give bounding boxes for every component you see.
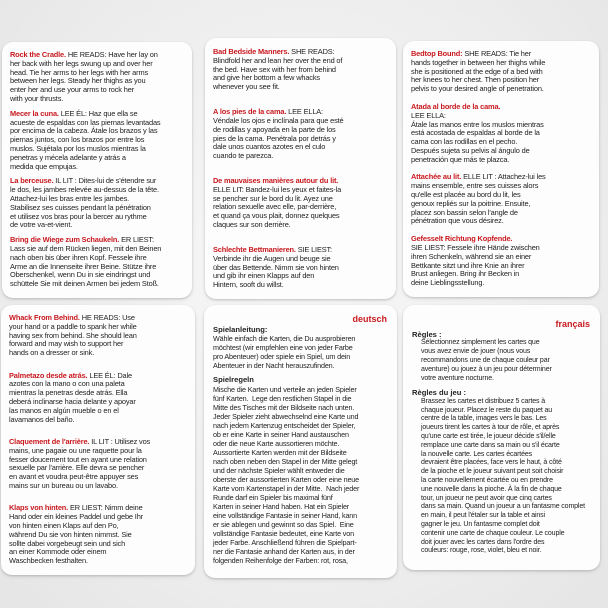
section-title: Bad Bedside Manners. [213, 47, 290, 56]
rules-heading: Règles : [412, 330, 442, 339]
rules-line: Wähle einfach die Karten, die Du ausprobieren [213, 334, 356, 344]
section-title: Bedtop Bound: [411, 49, 463, 58]
section-line: ELLE LIT: Bandez-lui les yeux et faites-la [213, 184, 342, 194]
card-bedtop-bound [403, 41, 599, 297]
section-line: et quand ça vous plait, donnez quelques [213, 211, 340, 221]
section-line: the bed. Have sex with her from behind [213, 64, 336, 74]
section-line: de rodillas y apoyada en la parte de los [213, 124, 336, 134]
section-line: her back with her legs swung up and over her [10, 58, 153, 68]
section-line: genoux repliés sur la poitrine. Ensuite, [411, 198, 531, 208]
section-line: an einer Kommode oder einem [9, 547, 107, 557]
rules-line: doit jouer avec les cartes dans l'ordre des [421, 538, 545, 546]
card-section-english [411, 50, 594, 94]
section-title: La berceuse. [10, 176, 54, 186]
section-title: A los pies de la cama. [213, 107, 287, 117]
section-line: deberá inclinarse hacia delante y apoyar [9, 397, 136, 406]
rules-line: Jeder Spieler zieht abwechselnd eine Karte und [213, 411, 359, 421]
rules-line: gagner le jeu. Un fantasme complet doit [421, 520, 540, 528]
section-title: Mecer la cuna. [10, 108, 59, 118]
section-line: having sex from behind. She should lean [9, 330, 137, 340]
section-line: placez son bassin selon l'angle de [411, 207, 518, 217]
rules-line: Brassez les cartes et distribuez 5 cartes à [421, 397, 545, 405]
card-whack-from-behind [1, 305, 195, 575]
rules-line: remplace une carte dans sa main ou s'il écarte [421, 441, 560, 449]
section-line: pelvis to your desired angle of penetration. [411, 84, 544, 94]
section-line: your hand or a paddle to spank her while [9, 321, 137, 331]
section-line: mientras la penetras desde atrás. Ella [9, 388, 128, 398]
section-line: acueste de espaldas con las piernas levantadas [10, 117, 161, 127]
rules-heading: Spielanleitung: [213, 325, 268, 334]
rules-heading: Règles du jeu : [412, 388, 467, 398]
section-lead-text: LEE ÉL: Dale [89, 370, 132, 380]
section-line: nach oben bis über ihren Kopf. Fessele ihre [10, 252, 147, 262]
section-line: Stabilisez ses cuisses pendant la pénétration [10, 202, 151, 212]
rules-heading: Spielregeln [213, 375, 254, 385]
section-line: über das Bettende. Nimm sie von hinten [213, 262, 339, 272]
section-line: dale unos cuantos azotes en el culo [213, 142, 326, 152]
section-line: LEE ELLA: [411, 110, 446, 120]
section-line: between her legs. Steady her thighs as you [10, 76, 146, 86]
rules-line: Mische die Karten und verteile an jeden Spieler [213, 384, 357, 394]
section-line: sollte dabei vorgebeugt sein und sich [9, 538, 126, 548]
rules-line: devraient être placées, face vers le haut, à côté [421, 459, 562, 467]
section-line: qu'elle est placée au bord du lit, les [411, 190, 521, 200]
section-line: forward and may wish to support her [9, 339, 124, 349]
rules-line: qu'une carte est tirée, le joueur décide s'il/elle [421, 432, 556, 440]
section-title: Atada al borde de la cama. [411, 101, 501, 111]
section-lead-text: LEE ELLA: [288, 107, 323, 117]
rules-line: Aussortierte Karten werden mit der Bildseite [213, 447, 347, 457]
card-section-german [213, 246, 391, 290]
rules-block [412, 330, 592, 383]
section-title: Claquement de l'arrière. [9, 437, 90, 447]
section-line: fesser doucement tout en ayant une relation [9, 454, 147, 464]
card-section-english [10, 51, 187, 104]
rules-block [213, 325, 389, 370]
rules-line: la carte nouvellement écartée ou en prendre [421, 476, 553, 484]
card-section-spanish [213, 108, 391, 161]
section-line: et utilisez vos bras pour la bercer au rythme [10, 211, 147, 221]
rules-line: votre aventure nocturne. [421, 374, 494, 382]
rules-line: une nouvelle dans la pioche. À la fin de chaque [421, 485, 562, 493]
section-line: cama con las rodillas en el pecho. [411, 137, 518, 147]
section-title: Klaps von hinten. [9, 503, 69, 513]
section-lead-text: HE READS: Use [81, 313, 135, 322]
section-line: de votre va-et-vient. [10, 220, 73, 230]
section-line: pies de la cama. Penétrala por detrás y [213, 133, 336, 143]
section-line: penetración que más te plazca. [411, 154, 510, 164]
section-line: claques sur son derrière. [213, 220, 291, 230]
card-section-english [213, 48, 391, 92]
section-line: whenever you see fit. [213, 82, 280, 92]
rules-line: joueurs tirent les cartes à tour de rôle, et après [421, 424, 560, 432]
section-line: Lass sie auf dem Rücken liegen, mit den Beinen [10, 243, 162, 253]
section-title: Palmetazo desde atrás. [9, 370, 88, 380]
section-line: SIE LIEST: Fessele ihre Hände zwischen [411, 243, 540, 252]
rules-line: Sélectionnez simplement les cartes que [421, 339, 540, 347]
section-line: lavamanos del baño. [9, 414, 75, 424]
section-line: se pencher sur le bord du lit. Ayez une [213, 193, 333, 203]
language-label: français [555, 319, 590, 329]
section-line: and give her bottom a few whacks [213, 73, 320, 83]
card-section-french [411, 173, 594, 226]
section-line: hands on a dresser or sink. [9, 348, 95, 358]
section-line: las manos en algún mueble o en el [9, 405, 119, 415]
section-line: her knees to her chest. Then position her [411, 75, 540, 85]
section-line: Attachez-lui les bras entre les jambes. [10, 193, 130, 203]
rules-line: recommandons une de chaque couleur par [421, 357, 550, 364]
section-line: she is positioned at the edge of a bed with [411, 66, 543, 76]
section-line: Véndale los ojos e inclínala para que esté [213, 115, 344, 125]
section-line: Bettkante sitzt und ihre Knie an ihrer [411, 260, 525, 270]
section-line: por encima de la cabeza. Átale los brazos y las [10, 126, 158, 136]
section-line: head. Tie her arms to her legs with her arms [10, 67, 148, 77]
rules-line: vollständige Fantasie bedeutet, eine Karte von [213, 528, 354, 538]
section-lead-text: ER LIEST: Nimm deine [69, 503, 143, 513]
section-line: ihren Schenkeln, während sie an einer [411, 251, 532, 261]
card-section-spanish [411, 103, 594, 165]
rules-line: aventure) ou jouez à un jeu pour déterminer [421, 365, 552, 373]
section-lead-text: ER LIEST: [121, 235, 154, 245]
rules-line: folgenden Reihenfolge der Farben: rot, rosa, [213, 555, 348, 565]
rules-line: Abenteuer in der Nacht herauszufinden. [213, 361, 335, 371]
section-lead-text: IL LIT : Dites-lui de s'étendre sur [55, 176, 157, 186]
section-line: Después sujeta su pelvis al ángulo de [411, 145, 530, 155]
rules-line: er sie ablegen und gewinnt so das Spiel. Eine [213, 519, 354, 529]
card-section-spanish [9, 372, 190, 425]
rules-line: Karte vom Kartenstapel in der Mitte. Nach jeder [213, 483, 360, 493]
rules-line: Runde darf ein Spieler bis maximal fünf [213, 492, 333, 502]
rules-line: Karten in seiner Hand haben. Hat ein Spieler [213, 501, 350, 511]
card-section-french [9, 438, 190, 491]
section-line: enter her and use your arms to rock her [10, 85, 134, 95]
section-title: Whack From Behind. [9, 313, 80, 322]
section-line: Oberschenkel, wenn Du in sie eindringst und [10, 270, 151, 280]
section-lead-text: SHE READS: Tie her [464, 49, 532, 58]
rules-block [213, 375, 389, 564]
section-line: piernas juntos, con los brazos por entre los [10, 135, 145, 145]
section-line: muslos. Sujétala por los muslos mientras la [10, 143, 146, 153]
card-rock-the-cradle [2, 42, 192, 298]
section-line: cuando te parezca. [213, 151, 274, 161]
section-lead-text: IL LIT : Utilisez vos [91, 437, 151, 447]
section-lead-text: HE READS: Have her lay on [67, 50, 158, 59]
rules-line: couleurs: rouge, rose, violet, bleu et noir. [421, 547, 542, 555]
section-line: with your thrusts. [10, 93, 64, 103]
section-lead-text: SIE LIEST: [297, 245, 332, 255]
card-section-french [213, 177, 391, 230]
rules-line: und der nächste Spieler wählt entweder die [213, 465, 345, 475]
card-bad-bedside-manners [205, 38, 396, 299]
section-title: Bring die Wiege zum Schaukeln. [10, 235, 120, 245]
section-line: Átale las manos entre los muslos mientras [411, 119, 544, 129]
section-line: le dos, les jambes relevée au-dessus de la tête. [10, 185, 159, 195]
rules-line: contenir une carte de chaque couleur. Le couple [421, 529, 565, 537]
rules-line: vous avez envie de jouer (nous vous [421, 348, 531, 356]
rules-line: la nouvelle carte. Les cartes écartées [421, 450, 533, 458]
section-line: und gib ihr einen Klapps auf den [213, 271, 315, 281]
section-lead-text: LEE ÉL: Haz que ella se [60, 108, 138, 118]
section-line: está acostada de espaldas al borde de la [411, 128, 540, 138]
section-line: schüttele Sie mit deinen Armen bei jedem Stoß. [10, 279, 159, 289]
rules-line: eine vollständige Fantasie in seiner Hand, kann [213, 510, 357, 520]
card-rules-french [403, 305, 600, 570]
rules-line: möchtest (wir empfehlen eine von jeder Farbe [213, 343, 353, 353]
section-line: relation sexuelle avec elle, par-derrière, [213, 202, 337, 212]
language-label: deutsch [352, 314, 387, 324]
rules-line: oberste der aussortierten Karten oder eine neue [213, 474, 359, 484]
section-line: Blindfold her and lean her over the end of [213, 55, 343, 65]
section-line: mains ensemble, entre ses cuisses alors [411, 181, 539, 191]
card-section-english [9, 314, 190, 358]
section-line: Waschbecken festhalten. [9, 556, 88, 566]
section-line: Verbinde ihr die Augen und beuge sie [213, 253, 331, 263]
rules-block [412, 388, 592, 556]
section-title: Schlechte Bettmanieren. [213, 245, 296, 255]
section-line: deine Lieblingsstellung. [411, 278, 485, 288]
rules-line: nach jedem Kartenzug entscheidet der Spieler, [213, 420, 356, 430]
card-section-spanish [10, 110, 187, 172]
rules-line: chaque joueur. Placez le reste du paquet au [421, 406, 553, 414]
rules-line: pro Abenteuer) oder spiele ein Spiel, um dein [213, 352, 351, 362]
section-title: Rock the Cradle. [10, 50, 66, 59]
card-section-german [9, 504, 190, 566]
section-line: Hintern, sooft du willst. [213, 280, 284, 290]
section-line: mains, une pagaie ou une raquette pour la [9, 445, 142, 455]
rules-line: oder die neue Karte aussortieren möchte. [213, 438, 340, 448]
rules-line: Mitte des Tisches mit der Bildseite nach unten. [213, 402, 355, 412]
rules-line: fünf Karten. Lege den restlichen Stapel in die [213, 393, 352, 403]
section-line: Brust anliegen. Bring ihr Becken in [411, 269, 520, 279]
section-line: während Du sie von hinten nimmst. Sie [9, 529, 132, 539]
section-title: Gefesselt Richtung Kopfende. [411, 234, 513, 244]
rules-line: ner die Fantasie anhand der Karten aus, in der [213, 546, 355, 556]
section-line: medida que empujas. [10, 161, 78, 171]
section-line: mains sur un bureau ou un lavabo. [9, 481, 118, 490]
section-line: sexuelle par l'arrière. Elle devra se pencher [9, 463, 145, 473]
section-title: Attachée au lit. [411, 172, 462, 182]
section-lead-text: SHE READS: [291, 47, 335, 56]
rules-line: nach oben neben den Stapel in der Mitte gelegt [213, 456, 358, 466]
rules-line: ob er eine Karte in seiner Hand austauschen [213, 429, 349, 439]
rules-line: dans sa main. Quand un joueur a un fantasme complet [421, 503, 585, 511]
card-section-german [10, 236, 187, 289]
section-line: pénétration que vous désirez. [411, 216, 504, 226]
section-line: azotes con la mano o con una paleta [9, 379, 125, 389]
rules-line: jeder Farbe. Anschließend führen die Spielpart- [213, 537, 357, 547]
section-lead-text: ELLE LIT : Attachez-lui les [463, 172, 546, 182]
rules-line: en main, il peut l'étaler sur la table et ainsi [421, 512, 545, 520]
section-line: Arme an die Innenseite ihrer Beine. Stütze ihre [10, 261, 157, 271]
rules-line: tour, un joueur ne peut avoir que cinq cartes [421, 494, 552, 502]
rules-line: centre de la table, images vers le bas. Les [421, 415, 547, 423]
section-line: hands together in between her thighs while [411, 57, 546, 67]
section-line: Hand oder ein kleines Paddel und gebe Ihr [9, 512, 143, 522]
card-rules-german [204, 305, 397, 578]
section-line: penetras y mécela adelante y atrás a [10, 152, 126, 162]
section-line: en avant et voudra peut-être appuyer ses [9, 472, 139, 482]
card-section-german [411, 235, 594, 288]
rules-line: de la pioche et le joueur suivant peut soit choisir [421, 468, 564, 476]
section-line: von hinten einen Klaps auf den Po, [9, 521, 119, 531]
card-section-french [10, 177, 187, 230]
section-title: De mauvaises manières autour du lit. [213, 176, 339, 186]
